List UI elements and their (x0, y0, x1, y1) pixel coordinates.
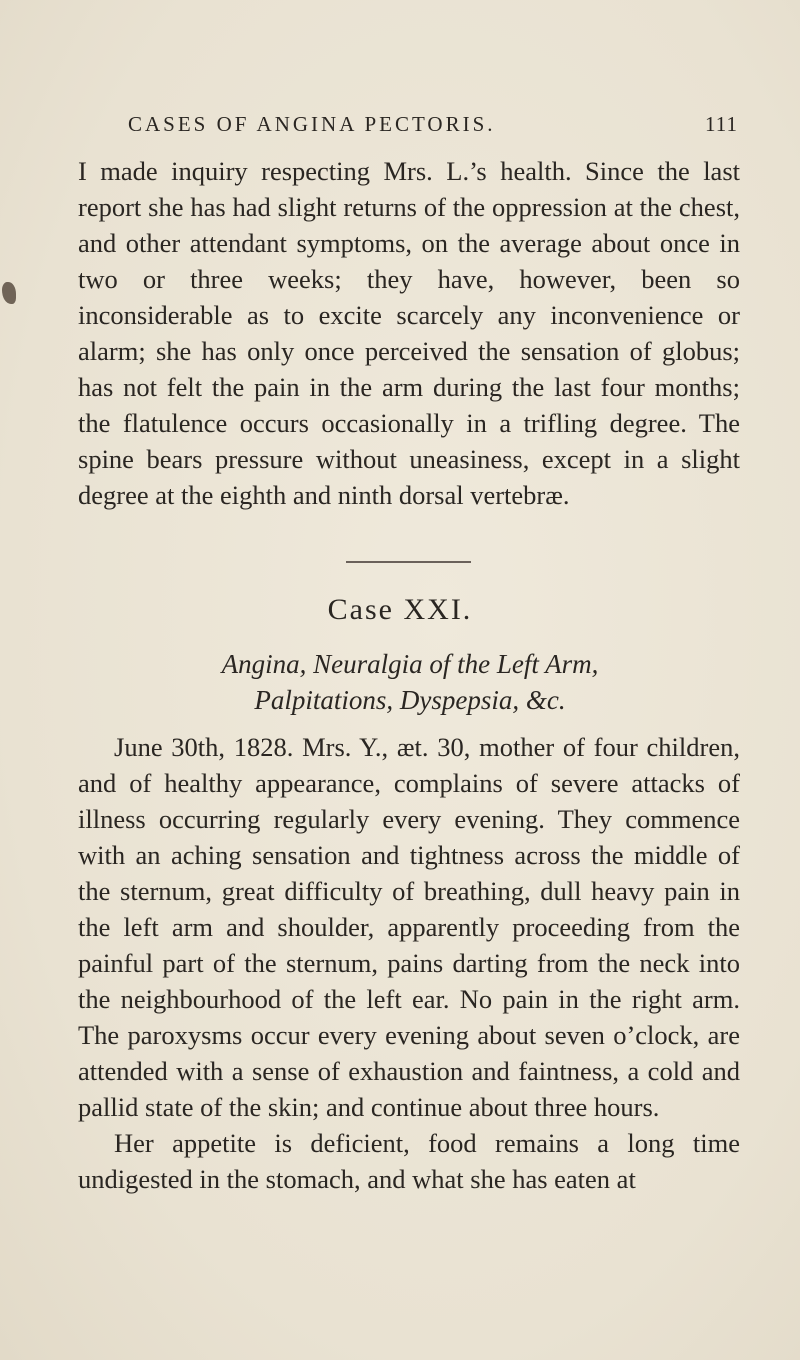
case-heading: Case XXI. (327, 593, 473, 626)
case-paragraph-2: Her appetite is deficient, food remains a long time undigested in the stomach, and what she has eaten at (78, 1128, 740, 1194)
case-subtitle: Angina, Neuralgia of the Left Arm, Palpitations, Dyspepsia, &c. (221, 649, 599, 715)
ink-blot (2, 282, 16, 304)
page-number: 111 (705, 112, 738, 136)
running-head-title: CASES OF ANGINA PECTORIS. (128, 112, 496, 136)
running-head (128, 112, 738, 142)
section-divider (346, 561, 471, 563)
case-paragraph-1: June 30th, 1828. Mrs. Y., æt. 30, mother of four children, and of healthy appearance, complains of severe attacks of illness occurring regularly every evening. They commence with an aching sensation and tightness across the middle of the sternum, great difficulty of breathing, dull heavy pain in the left arm and shoulder, apparently proceeding from the painful part of the sternum, pains darting from the neck into the neighbourhood of the left ear. No pain in the right arm. The paroxysms occur every evening about seven o’clock, are attended with a sense of exhaustion and faintness, a cold and pallid state of the skin; and continue about three hours. (78, 732, 740, 1122)
case-body (78, 729, 740, 1197)
paragraph-continued: I made inquiry respecting Mrs. L.’s health. Since the last report she has had slight returns of the oppression at the chest, and other attendant symptoms, on the average about once in two or three weeks; they have, however, been so inconsiderable as to excite scarcely any inconvenience or alarm; she has only once perceived the sensation of globus; has not felt the pain in the arm during the last four months; the flatulence occurs occasionally in a trifling degree. The spine bears pressure without uneasiness, except in a slight degree at the eighth and ninth dorsal vertebræ. (78, 156, 740, 510)
